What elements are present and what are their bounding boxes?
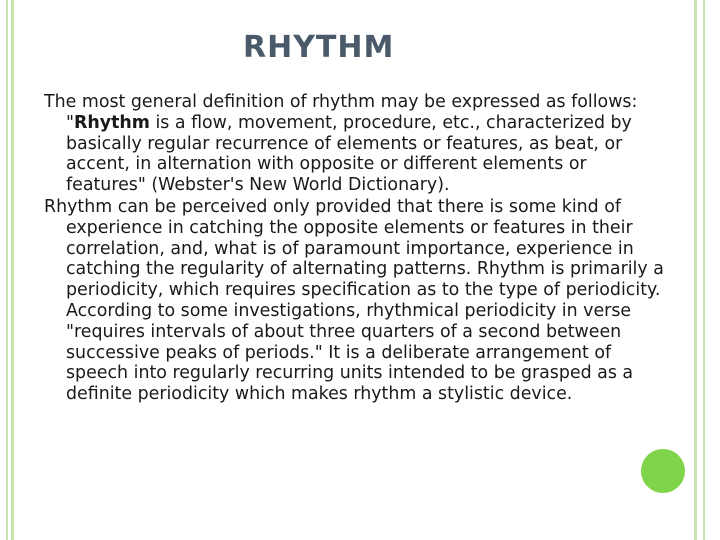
paragraph-definition-end: is a flow, movement, procedure, etc., characterized by basically regular recurrence of elements or features, as beat, or accent, in alternation with opposite or different elements or features" (Webster's New World Dictionary). xyxy=(66,112,632,196)
rhythm-bold-term: Rhythm xyxy=(74,112,150,133)
left-border-outer-line xyxy=(6,0,8,540)
slide-title: RHYTHM xyxy=(243,30,395,65)
green-circle-decoration xyxy=(641,449,685,493)
left-border-inner-line xyxy=(11,0,14,540)
slide-body xyxy=(44,92,666,406)
paragraph-definition-start: The most general definition of rhythm may be expressed as follows: " xyxy=(44,92,638,133)
paragraph-definition xyxy=(44,92,666,196)
right-border-outer-line xyxy=(703,0,705,540)
right-border-inner-line xyxy=(694,0,697,540)
paragraph-perception: Rhythm can be perceived only provided that there is some kind of experience in catching the opposite elements or features in their correlation, and, what is of paramount importance, experience in catching the regularity of alternating patterns. Rhythm is primarily a periodicity, which requires specification as to the type of periodicity. According to some investigations, rhythmical periodicity in verse "requires intervals of about three quarters of a second between successive peaks of periods." It is a deliberate arrangement of speech into regularly recurring units intended to be grasped as a definite periodicity which makes rhythm a stylistic device. xyxy=(44,196,664,405)
